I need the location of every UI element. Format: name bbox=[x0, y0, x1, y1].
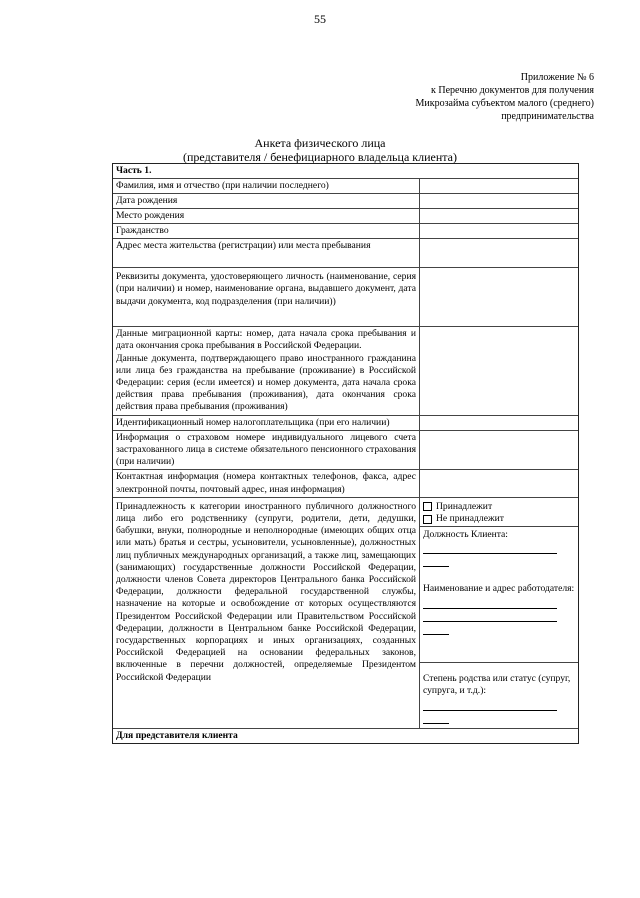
row-label-citizenship: Гражданство bbox=[116, 225, 169, 237]
table-row bbox=[113, 209, 578, 224]
form-subtitle: (представителя / бенефициарного владельца клиента) bbox=[183, 150, 457, 164]
row-label-snils: Информация о страховом номере индивидуального лицевого счета застрахованного лица в системе обязательного пенсионного страхования (при наличии) bbox=[116, 431, 416, 468]
table-row bbox=[113, 470, 578, 497]
table-row bbox=[113, 224, 578, 239]
appendix-header bbox=[415, 71, 594, 123]
table-row bbox=[113, 416, 578, 431]
row-label-birth-date: Дата рождения bbox=[116, 195, 178, 207]
table-row bbox=[113, 498, 578, 729]
pep-employer-input[interactable] bbox=[423, 598, 557, 609]
residence-document-text: Данные документа, подтверждающего право иностранного гражданина или лица без гражданства на пребывание (проживание) в Российской Федерации: серия (если имеется) и номер документа, дата начала срока действия права пребывания (проживания), дата окончания срока действия права пребывания (проживания) bbox=[116, 352, 416, 413]
migration-card-text: Данные миграционной карты: номер, дата начала срока пребывания и дата окончания срока пребывания в Российской Федерации. bbox=[116, 328, 416, 352]
row-label-pep: Принадлежность к категории иностранного публичного должностного лица либо его родственнику (супруги, родители, дети, дедушки, бабушки, внуки, полнородные и неполнородные (имеющих общих отца или мать) братья и сестры, усыновители, усыновленные), должностных лиц публичных международных организаций, а также лиц, замещающих (занимающих) государственные должности Российской Федерации, должности членов Совета директоров Центрального банка Российской Федерации, должности федеральной государственной службы, назначение на которые и освобождение от которых осуществляются Президентом Российской Федерации или Правительством Российской Федерации, должности в Центральном банке Российской Федерации, государственных корпорациях и иных организациях, созданных Российской Федерацией на основании федеральных законов, включенные в перечни должностей, определяемые Президентом Российской Федерации bbox=[116, 500, 416, 683]
table-row bbox=[113, 194, 578, 209]
pep-position-label: Должность Клиента: bbox=[423, 529, 508, 541]
contacts-field[interactable] bbox=[419, 470, 578, 496]
table-row bbox=[113, 179, 578, 194]
pep-kinship-block bbox=[420, 663, 578, 727]
row-label-full-name: Фамилия, имя и отчество (при наличии последнего) bbox=[116, 180, 329, 192]
citizenship-field[interactable] bbox=[419, 224, 578, 238]
appendix-line: предпринимательства bbox=[501, 111, 594, 122]
pep-belongs-option[interactable] bbox=[423, 501, 575, 513]
table-row bbox=[113, 239, 578, 268]
inn-field[interactable] bbox=[419, 416, 578, 430]
row-label-address: Адрес места жительства (регистрации) или места пребывания bbox=[116, 240, 371, 252]
pep-employer-input-2[interactable] bbox=[423, 611, 557, 622]
pep-options bbox=[420, 498, 578, 527]
migration-field[interactable] bbox=[419, 327, 578, 414]
pep-position-input-2[interactable] bbox=[423, 556, 449, 567]
row-label-birth-place: Место рождения bbox=[116, 210, 185, 222]
pep-belongs-label: Принадлежит bbox=[436, 500, 493, 512]
appendix-line: Приложение № 6 bbox=[520, 72, 594, 83]
pep-not-belongs-label: Не принадлежит bbox=[436, 513, 504, 525]
appendix-line: к Перечню документов для получения bbox=[431, 85, 594, 96]
pep-position-input[interactable] bbox=[423, 543, 557, 554]
pep-position-block bbox=[420, 527, 578, 663]
row-label-id-document: Реквизиты документа, удостоверяющего личность (наименование, серия (при наличии) и номер, наименование органа, выдавшего документ, дата выдачи документа, код подразделения (при наличии)) bbox=[116, 271, 416, 307]
birth-date-field[interactable] bbox=[419, 194, 578, 208]
table-row bbox=[113, 268, 578, 327]
page-number: 55 bbox=[314, 12, 326, 26]
row-label-migration bbox=[113, 327, 419, 414]
checkbox-icon[interactable] bbox=[423, 515, 432, 524]
id-document-field[interactable] bbox=[419, 268, 578, 326]
snils-field[interactable] bbox=[419, 431, 578, 470]
pep-not-belongs-option[interactable] bbox=[423, 513, 575, 525]
full-name-field[interactable] bbox=[419, 179, 578, 193]
pep-kinship-label: Степень родства или статус (супруг, супруга, и т.д.): bbox=[423, 673, 571, 697]
pep-kinship-input-2[interactable] bbox=[423, 713, 449, 724]
questionnaire-table bbox=[112, 163, 579, 744]
representative-heading: Для представителя клиента bbox=[116, 729, 238, 741]
row-label-inn: Идентификационный номер налогоплательщика (при его наличии) bbox=[116, 416, 390, 428]
address-field[interactable] bbox=[419, 239, 578, 267]
pep-employer-input-3[interactable] bbox=[423, 624, 449, 635]
form-title bbox=[0, 136, 640, 164]
section-header-row bbox=[113, 729, 578, 743]
pep-answer-cell bbox=[419, 498, 578, 728]
part1-heading: Часть 1. bbox=[116, 165, 152, 176]
pep-employer-label: Наименование и адрес работодателя: bbox=[423, 583, 575, 595]
table-row bbox=[113, 431, 578, 471]
section-header-row bbox=[113, 164, 578, 179]
pep-kinship-input[interactable] bbox=[423, 700, 557, 711]
birth-place-field[interactable] bbox=[419, 209, 578, 223]
appendix-line: Микрозайма субъектом малого (среднего) bbox=[415, 98, 594, 109]
row-label-contacts: Контактная информация (номера контактных телефонов, факса, адрес электронной почты, почтовый адрес, иная информация) bbox=[116, 471, 416, 495]
checkbox-icon[interactable] bbox=[423, 502, 432, 511]
table-row bbox=[113, 327, 578, 415]
form-title-line: Анкета физического лица bbox=[254, 136, 386, 150]
